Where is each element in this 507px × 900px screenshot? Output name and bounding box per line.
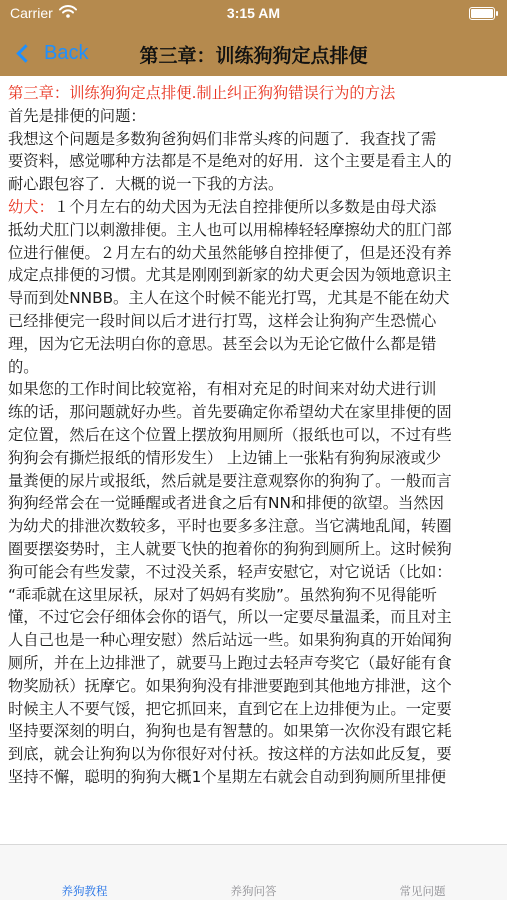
article-line bbox=[8, 743, 501, 766]
article-line bbox=[8, 150, 501, 173]
tab-tutorials[interactable] bbox=[0, 845, 169, 900]
article-line bbox=[8, 447, 501, 470]
article-line-text: 如果您的工作时间比较宽裕，有相对充足的时间来对幼犬进行训 bbox=[8, 380, 437, 399]
article-line bbox=[8, 492, 501, 515]
status-time: 3:15 AM bbox=[226, 5, 281, 21]
article-line-text: 练的话，那问题就好办些。首先要确定你希望幼犬在家里排便的固 bbox=[8, 403, 452, 422]
article-line-text: 第三章：训练狗狗定点排便.制止纠正狗狗错误行为的方法 bbox=[8, 84, 396, 102]
article-line-text: 物奖励袄）抚摩它。如果狗狗没有排泄要跑到其他地方排泄，这个 bbox=[8, 676, 452, 695]
article-line-text: 成定点排便的习惯。尤其是刚刚到新家的幼犬更会因为领地意识主 bbox=[8, 266, 452, 285]
article-line bbox=[8, 310, 501, 333]
section-lead: 幼犬： bbox=[8, 197, 54, 216]
article-line-text: 首先是排便的问题： bbox=[8, 106, 146, 125]
article-line-text: 的。 bbox=[8, 357, 39, 376]
article-line bbox=[8, 287, 501, 310]
tab-faq[interactable] bbox=[338, 845, 507, 900]
carrier-label: Carrier bbox=[10, 5, 53, 21]
tab-label: 常见问题 bbox=[399, 884, 446, 898]
article-line-text: 耐心跟包容了．大概的说一下我的方法。 bbox=[8, 175, 284, 194]
article-line bbox=[8, 219, 501, 242]
tab-label: 养狗问答 bbox=[230, 884, 277, 898]
article-line bbox=[8, 720, 501, 743]
article-line bbox=[8, 606, 501, 629]
article-line bbox=[8, 242, 501, 265]
article-line bbox=[8, 652, 501, 675]
article-line-text: 时候主人不要气馁，把它抓回来，直到它在上边排便为止。一定要 bbox=[8, 699, 452, 718]
article-line-text: １个月左右的幼犬因为无法自控排便所以多数是由母犬添 bbox=[53, 197, 437, 216]
article-line bbox=[8, 196, 501, 219]
article-line bbox=[8, 584, 501, 607]
article-line-text: 狗可能会有些发蒙，不过没关系，轻声安慰它，对它说话（比如： bbox=[8, 562, 452, 581]
article-line-text: 坚持不懈，聪明的狗狗大概1个星期左右就会自动到狗厕所里排便 bbox=[8, 767, 447, 786]
tab-label: 养狗教程 bbox=[61, 884, 108, 898]
navigation-bar bbox=[0, 30, 507, 76]
status-bar bbox=[0, 0, 507, 30]
article-line bbox=[8, 629, 501, 652]
article-line-text: 人自己也是一种心理安慰）然后站远一些。如果狗狗真的开始闻狗 bbox=[8, 631, 452, 650]
article-line-text: 位进行催便。２月左右的幼犬虽然能够自控排便了，但是还没有养 bbox=[8, 243, 452, 262]
page-title: 第三章：训练狗狗定点排便 bbox=[139, 45, 368, 67]
article-line bbox=[8, 128, 501, 151]
article-line-text: 定位置，然后在这个位置上摆放狗用厕所（报纸也可以，不过有些 bbox=[8, 425, 452, 444]
article-line bbox=[8, 105, 501, 128]
battery-icon bbox=[469, 7, 495, 20]
tab-qa[interactable] bbox=[169, 845, 338, 900]
tab-bar bbox=[0, 844, 507, 900]
article-line-text: 我想这个问题是多数狗爸狗妈们非常头疼的问题了．我查找了需 bbox=[8, 129, 437, 148]
article-line bbox=[8, 675, 501, 698]
article-line bbox=[8, 82, 501, 105]
article-line-text: 要资料，感觉哪种方法都是不是绝对的好用．这个主要是看主人的 bbox=[8, 152, 452, 171]
article-line bbox=[8, 401, 501, 424]
article-line bbox=[8, 264, 501, 287]
article-line-text: 理，因为它无法明白你的意思。甚至会以为无论它做什么都是错 bbox=[8, 334, 437, 353]
article-line bbox=[8, 424, 501, 447]
article-line-text: 抵幼犬肛门以刺激排便。主人也可以用棉棒轻轻摩擦幼犬的肛门部 bbox=[8, 220, 452, 239]
article-line-text: 懂，不过它会仔细体会你的语气，所以一定要尽量温柔，而且对主 bbox=[8, 608, 452, 627]
back-button-label: Back bbox=[44, 41, 89, 64]
article-line-text: 到底，就会让狗狗以为你很好对付袄。按这样的方法如此反复，要 bbox=[8, 745, 452, 764]
article-line-text: 已经排便完一段时间以后才进行打骂，这样会让狗狗产生恐慌心 bbox=[8, 311, 437, 330]
article-line bbox=[8, 766, 501, 789]
article-line-text: 厕所，并在上边排泄了，就要马上跑过去轻声夸奖它（最好能有食 bbox=[8, 653, 452, 672]
article-line bbox=[8, 538, 501, 561]
article-line bbox=[8, 378, 501, 401]
article-line bbox=[8, 173, 501, 196]
article-line bbox=[8, 333, 501, 356]
article-line bbox=[8, 356, 501, 379]
article-body bbox=[0, 82, 507, 789]
article-line bbox=[8, 698, 501, 721]
article-line-text: 为幼犬的排泄次数较多，平时也要多多注意。当它满地乱闻，转圈 bbox=[8, 517, 452, 536]
article-line-text: 圈要摆姿势时，主人就要飞快的抱着你的狗狗到厕所上。这时候狗 bbox=[8, 539, 452, 558]
article-line-text: 狗狗经常会在一觉睡醒或者进食之后有NN和排便的欲望。当然因 bbox=[8, 494, 444, 513]
article-line bbox=[8, 515, 501, 538]
article-line bbox=[8, 561, 501, 584]
article-line-text: 导而到处NNBB。主人在这个时候不能光打骂，尤其是不能在幼犬 bbox=[8, 289, 450, 308]
article-line-text: “乖乖就在这里尿袄，尿对了妈妈有奖励”。虽然狗狗不见得能听 bbox=[8, 585, 437, 604]
article-line-text: 狗狗会有撕烂报纸的情形发生） 上边铺上一张粘有狗狗尿液或少 bbox=[8, 448, 442, 467]
battery-level bbox=[471, 9, 493, 18]
article-line-text: 量粪便的尿片或报纸，然后就是要注意观察你的狗狗了。一般而言 bbox=[8, 471, 452, 490]
article-line-text: 坚持要深刻的明白，狗狗也是有智慧的。如果第一次你没有跟它耗 bbox=[8, 722, 452, 741]
article-line bbox=[8, 470, 501, 493]
